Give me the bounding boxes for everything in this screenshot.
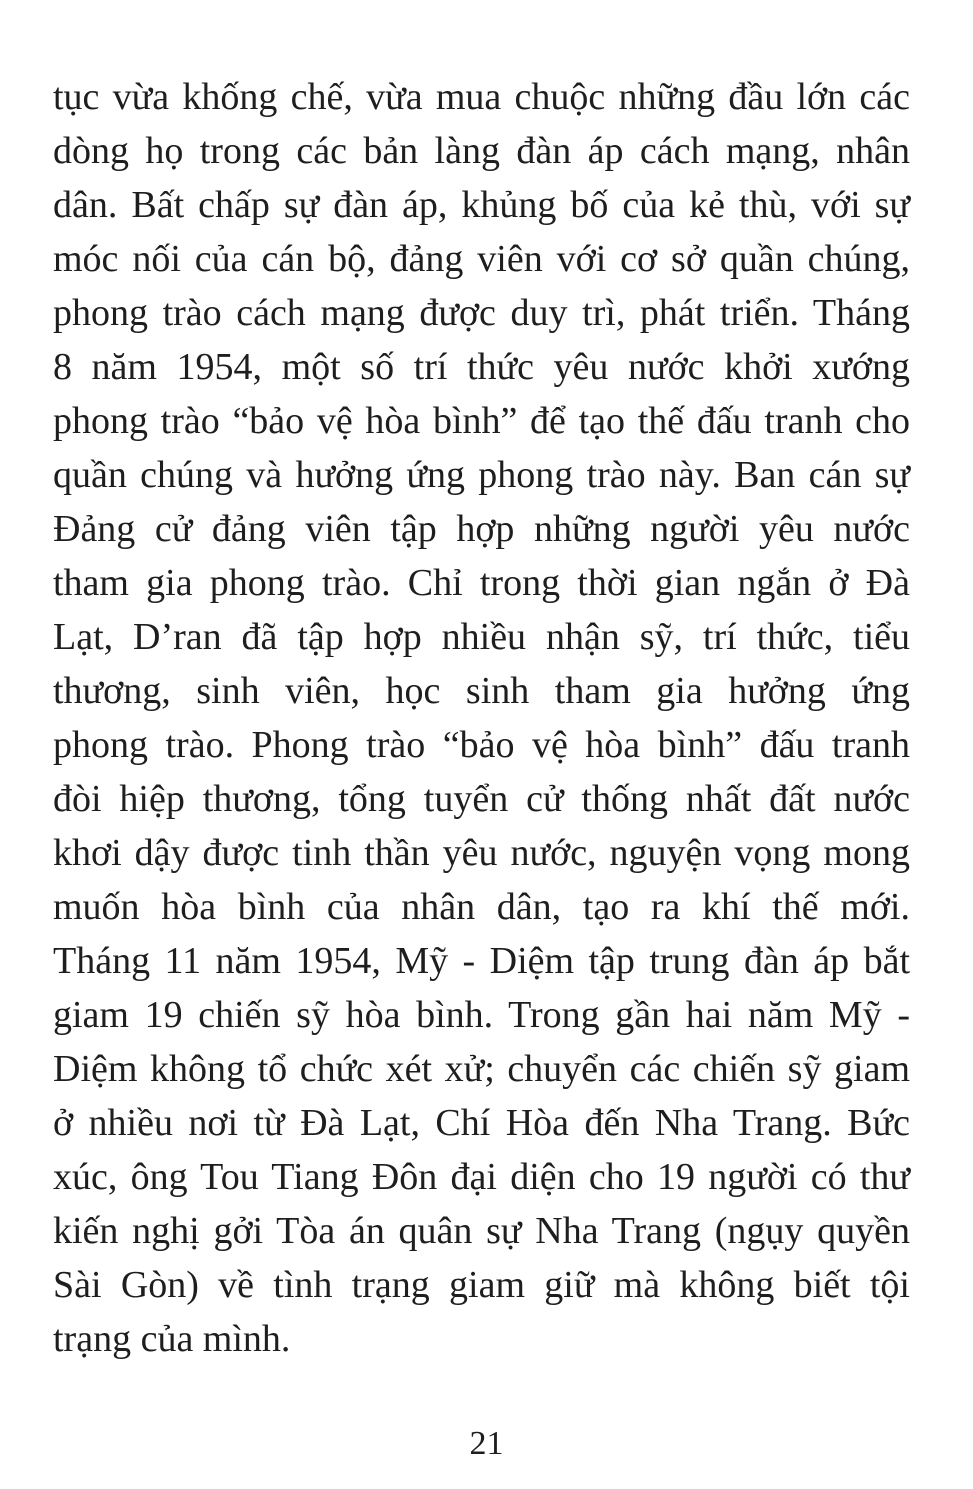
text-line: kiến nghị gởi Tòa án quân sự Nha Trang (ngụy quyền xyxy=(53,1210,910,1252)
text-line: dòng họ trong các bản làng đàn áp cách mạng, nhân xyxy=(53,130,910,172)
text-line: dân. Bất chấp sự đàn áp, khủng bố của kẻ thù, với sự xyxy=(53,184,910,226)
text-line: 8 năm 1954, một số trí thức yêu nước khởi xướng xyxy=(53,346,910,388)
text-line: trạng của mình. xyxy=(53,1318,291,1360)
text-line: quần chúng và hưởng ứng phong trào này. Ban cán sự xyxy=(53,454,910,496)
text-line: Lạt, D’ran đã tập hợp nhiều nhận sỹ, trí thức, tiểu xyxy=(53,616,910,658)
text-line: Đảng cử đảng viên tập hợp những người yêu nước xyxy=(53,508,910,550)
text-line: ở nhiều nơi từ Đà Lạt, Chí Hòa đến Nha Trang. Bức xyxy=(53,1102,910,1144)
text-line: đòi hiệp thương, tổng tuyển cử thống nhất đất nước xyxy=(53,778,910,820)
text-line: khơi dậy được tinh thần yêu nước, nguyện vọng mong xyxy=(53,832,910,874)
text-line: phong trào. Phong trào “bảo vệ hòa bình” đấu tranh xyxy=(53,724,910,766)
body-text xyxy=(53,70,910,1366)
text-line: muốn hòa bình của nhân dân, tạo ra khí thế mới. xyxy=(53,886,910,928)
text-line: móc nối của cán bộ, đảng viên với cơ sở quần chúng, xyxy=(53,238,910,280)
text-line: thương, sinh viên, học sinh tham gia hưởng ứng xyxy=(53,670,910,712)
text-line: giam 19 chiến sỹ hòa bình. Trong gần hai năm Mỹ - xyxy=(53,994,910,1036)
text-line: phong trào cách mạng được duy trì, phát triển. Tháng xyxy=(53,292,910,334)
text-line: Diệm không tổ chức xét xử; chuyển các chiến sỹ giam xyxy=(53,1048,910,1090)
text-line: Tháng 11 năm 1954, Mỹ - Diệm tập trung đàn áp bắt xyxy=(53,940,910,982)
page-number: 21 xyxy=(469,1425,504,1462)
text-line: phong trào “bảo vệ hòa bình” để tạo thế đấu tranh cho xyxy=(53,400,910,442)
text-line: xúc, ông Tou Tiang Đôn đại diện cho 19 người có thư xyxy=(53,1156,910,1198)
text-line: Sài Gòn) về tình trạng giam giữ mà không biết tội xyxy=(53,1264,910,1306)
text-line: tục vừa khống chế, vừa mua chuộc những đầu lớn các xyxy=(53,76,910,118)
text-line: tham gia phong trào. Chỉ trong thời gian ngắn ở Đà xyxy=(53,562,910,604)
